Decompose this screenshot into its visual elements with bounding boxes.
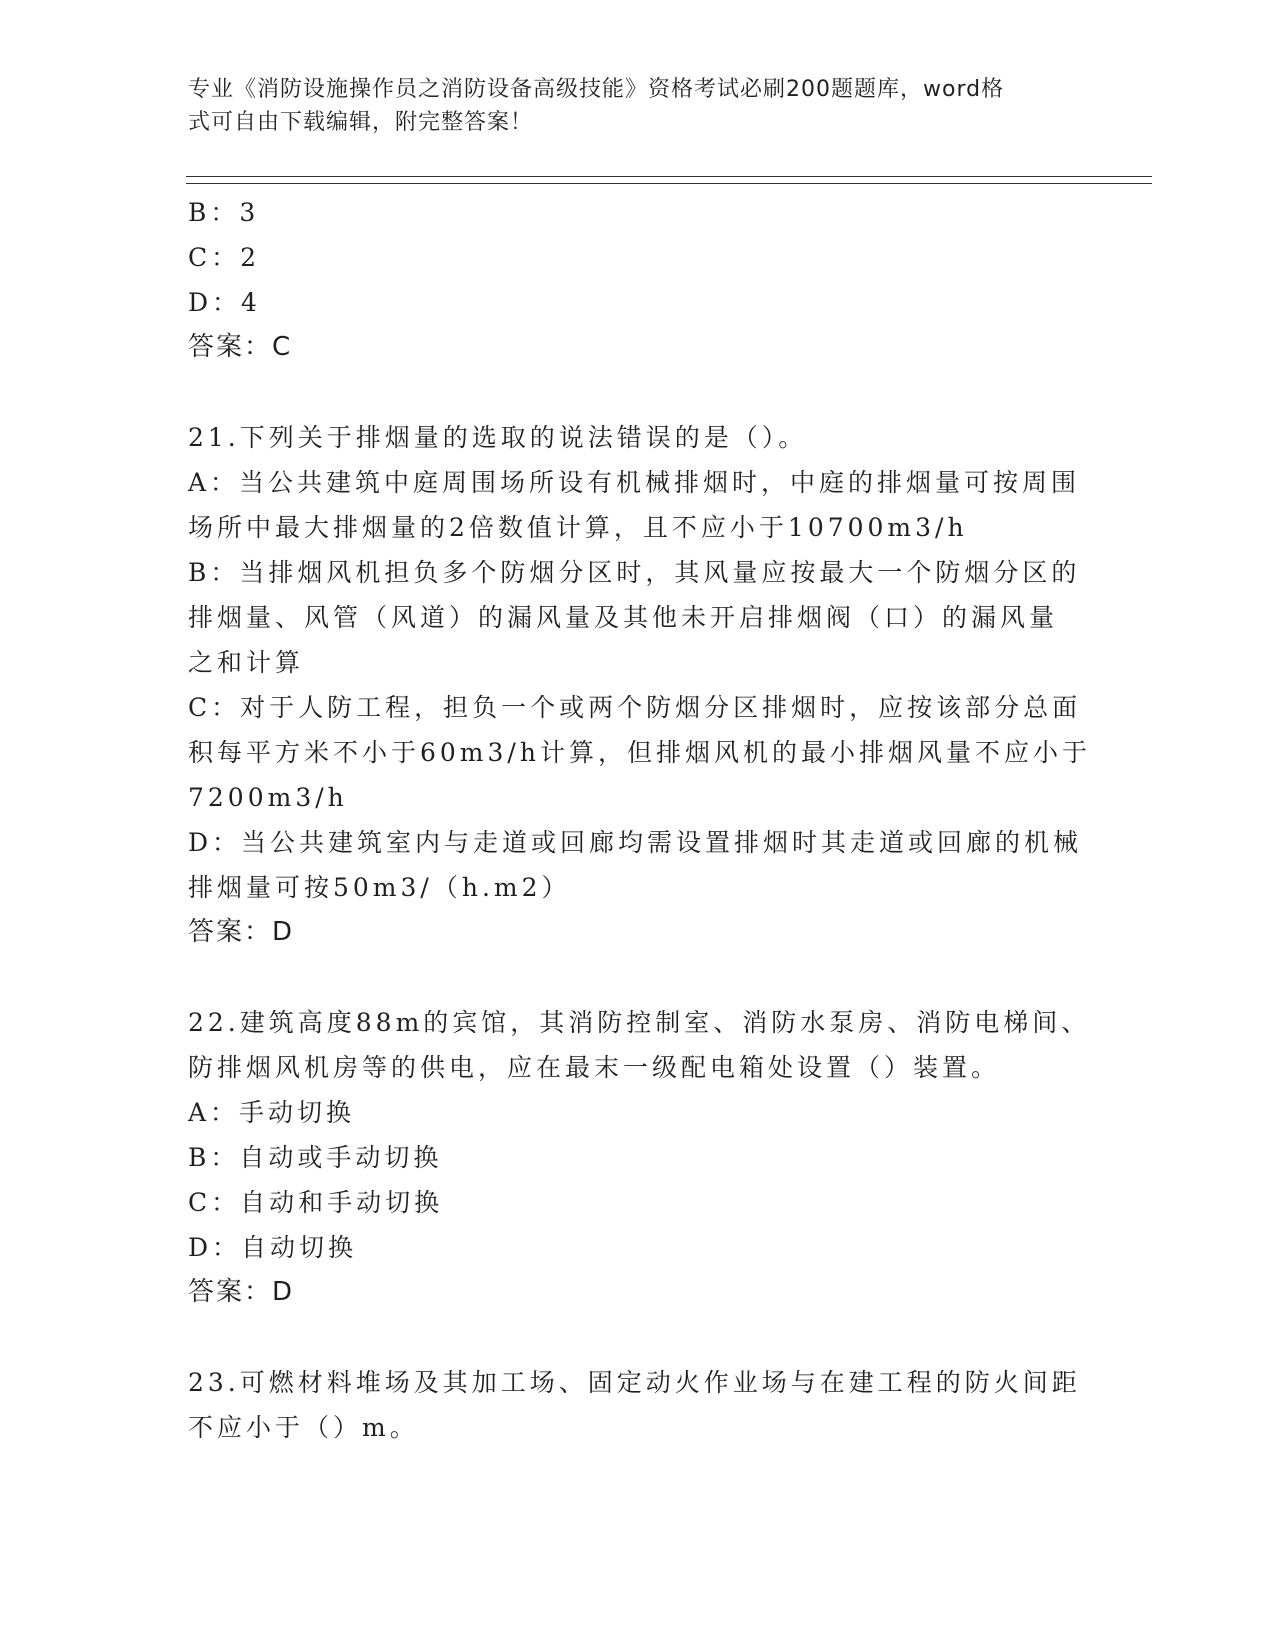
option-c-line-2: 积每平方米不小于60m3/h计算，但排烟风机的最小排烟风量不应小于 <box>188 738 1091 767</box>
option-a-line-2: 场所中最大排烟量的2倍数值计算，且不应小于10700m3/h <box>188 513 968 542</box>
option-c-line-1: C：对于人防工程，担负一个或两个防烟分区排烟时，应按该部分总面 <box>188 693 1082 722</box>
option-a: A：手动切换 <box>188 1098 356 1127</box>
question-20-tail <box>188 190 1088 370</box>
answer: 答案：D <box>188 1277 295 1307</box>
option-b-line-2: 排烟量、风管（风道）的漏风量及其他未开启排烟阀（口）的漏风量 <box>188 603 1059 632</box>
option-c-line-3: 7200m3/h <box>188 783 348 812</box>
option-d: D：自动切换 <box>188 1233 358 1262</box>
option-a-line-1: A：当公共建筑中庭周围场所设有机械排烟时，中庭的排烟量可按周围 <box>188 468 1081 497</box>
option-b: B：3 <box>188 198 260 227</box>
option-b-line-1: B：当排烟风机担负多个防烟分区时，其风量应按最大一个防烟分区的 <box>188 558 1081 587</box>
question-content <box>188 190 1091 1450</box>
option-d: D：4 <box>188 288 261 317</box>
question-stem-line-1: 23.可燃材料堆场及其加工场、固定动火作业场与在建工程的防火间距 <box>188 1368 1081 1397</box>
question-22 <box>188 1000 1091 1315</box>
header-double-rule <box>186 176 1152 184</box>
question-21 <box>188 415 1091 955</box>
question-stem-line-2: 防排烟风机房等的供电，应在最末一级配电箱处设置（）装置。 <box>188 1053 1001 1082</box>
header-title-line-1: 专业《消防设施操作员之消防设备高级技能》资格考试必刷200题题库，word格 <box>188 77 1005 102</box>
header-title-line-2: 式可自由下载编辑，附完整答案！ <box>188 110 534 135</box>
page-header-title <box>188 73 1068 139</box>
option-c: C：自动和手动切换 <box>188 1188 444 1217</box>
question-stem-line-1: 22.建筑高度88m的宾馆，其消防控制室、消防水泵房、消防电梯间、 <box>188 1008 1091 1037</box>
question-stem-line-2: 不应小于（）m。 <box>188 1413 419 1442</box>
answer: 答案：C <box>188 332 293 362</box>
option-b-line-3: 之和计算 <box>188 648 305 677</box>
answer: 答案：D <box>188 917 295 947</box>
option-b: B：自动或手动切换 <box>188 1143 443 1172</box>
question-23 <box>188 1360 1088 1450</box>
option-d-line-2: 排烟量可按50m3/（h.m2） <box>188 873 571 902</box>
question-stem: 21.下列关于排烟量的选取的说法错误的是（）。 <box>188 423 808 452</box>
option-d-line-1: D：当公共建筑室内与走道或回廊均需设置排烟时其走道或回廊的机械 <box>188 828 1083 857</box>
option-c: C：2 <box>188 243 261 272</box>
